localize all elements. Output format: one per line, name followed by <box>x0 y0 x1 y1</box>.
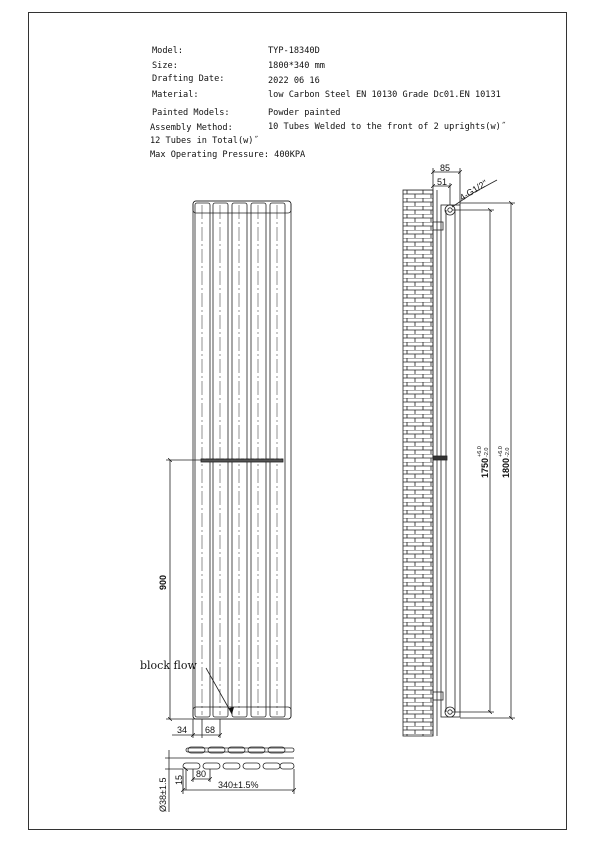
block-flow-note: block flow <box>140 659 197 672</box>
spec-model-value: TYP-18340D <box>268 46 320 56</box>
spec-size-label: Size: <box>152 61 178 71</box>
spec-date-label: Drafting Date: <box>152 74 225 84</box>
spec-tubes-total: 12 Tubes in Total(w)˝ <box>150 136 259 146</box>
wall-bracket-middle <box>433 456 447 460</box>
dim-340-label: 340±1.5% <box>218 780 259 790</box>
dim-15-label: 15 <box>174 774 184 785</box>
dim-80-label: 80 <box>196 769 207 779</box>
dim-1750 <box>477 446 490 478</box>
spec-material-value: low Carbon Steel EN 10130 Grade Dc01.EN 10131 <box>268 90 501 100</box>
dim-1750-label: 1750 <box>480 457 490 478</box>
dim-51-label: 51 <box>437 177 448 187</box>
spec-size-value: 1800*340 mm <box>268 61 325 71</box>
dim-diameter-label: Ø38±1.5 <box>158 777 168 812</box>
spec-assembly-label: Assembly Method: <box>150 123 233 133</box>
spec-assembly-value: 10 Tubes Welded to the front of 2 uprights(w)˝ <box>268 122 506 132</box>
spec-painted-label: Painted Models: <box>152 108 230 118</box>
dim-1800-tol-down: -2.0 <box>505 447 511 457</box>
spec-model-label: Model: <box>152 46 184 56</box>
spec-material-label: Material: <box>152 90 199 100</box>
dim-85-label: 85 <box>440 163 451 173</box>
radiator-side-profile <box>441 205 460 717</box>
spec-max-pressure: Max Operating Pressure: 400KPA <box>150 150 306 160</box>
dim-1800-label: 1800 <box>501 457 511 478</box>
dim-1800-tol-up: +6.0 <box>498 446 504 457</box>
spec-date-value: 2022 06 16 <box>268 76 320 86</box>
dim-900-label: 900 <box>158 574 168 590</box>
dim-1800 <box>498 446 511 478</box>
dim-1750-tol-up: +6.0 <box>477 446 483 457</box>
wall-bracket-top <box>433 222 443 230</box>
spec-painted-value: Powder painted <box>268 108 341 118</box>
connection-size-label: 4-G1/2" <box>457 177 490 203</box>
wall-bracket-bottom <box>433 692 443 700</box>
front-view <box>166 201 291 738</box>
dim-1750-tol-down: -2.0 <box>484 447 490 457</box>
upright-section <box>186 748 294 752</box>
dim-68-label: 68 <box>205 725 216 735</box>
wall-brick <box>403 190 433 736</box>
dim-34-label: 34 <box>177 725 188 735</box>
block-flow-band <box>201 459 283 462</box>
